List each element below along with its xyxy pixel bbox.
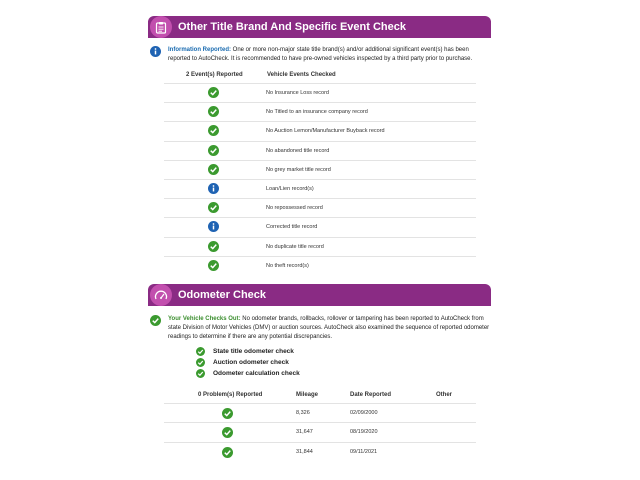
section-title: Odometer Check xyxy=(178,289,267,301)
info-lead: Information Reported: xyxy=(168,47,231,53)
event-label: No theft record(s) xyxy=(266,262,309,269)
check-icon xyxy=(150,315,161,326)
odometer-row xyxy=(164,442,476,462)
event-label: No abandoned title record xyxy=(266,147,330,154)
event-row xyxy=(164,121,476,141)
event-label: Loan/Lien record(s) xyxy=(266,186,314,192)
section-title: Other Title Brand And Specific Event Check xyxy=(178,21,406,33)
event-row xyxy=(164,102,476,122)
information-reported-note xyxy=(150,46,490,66)
event-row xyxy=(164,141,476,161)
col-events-reported: 2 Event(s) Reported xyxy=(186,72,243,78)
col-mileage: Mileage xyxy=(296,392,319,398)
vehicle-checks-out-note xyxy=(150,315,490,342)
col-date-reported: Date Reported xyxy=(350,392,392,398)
check-icon xyxy=(196,358,205,367)
check-icon xyxy=(222,408,233,419)
event-label: No repossessed record xyxy=(266,205,323,212)
mileage-value: 31,647 xyxy=(296,429,313,436)
info-icon xyxy=(208,221,219,232)
speedometer-icon xyxy=(150,284,172,306)
mileage-value: 31,844 xyxy=(296,448,313,455)
event-label: No grey market title record xyxy=(266,166,331,173)
check-icon xyxy=(208,87,219,98)
check-icon xyxy=(208,260,219,271)
odometer-check-label: State title odometer check xyxy=(213,348,294,355)
ok-lead: Your Vehicle Checks Out: xyxy=(168,316,241,322)
clipboard-icon xyxy=(150,16,172,38)
info-icon xyxy=(150,46,161,57)
check-icon xyxy=(196,347,205,356)
event-row xyxy=(164,237,476,257)
ok-text: No odometer brands, rollbacks, rollover or tampering has been reported to AutoCheck from state Division of Motor Vehicles (DMV) or auction sources. AutoCheck also examined the sequence of reported odometer readings to determine if there are any potential discrepancies. xyxy=(168,316,490,340)
check-icon xyxy=(208,106,219,117)
event-label: No Auction Lemon/Manufacturer Buyback record xyxy=(266,128,385,135)
check-icon xyxy=(222,427,233,438)
odometer-row xyxy=(164,422,476,442)
check-icon xyxy=(208,164,219,175)
check-icon xyxy=(222,447,233,458)
info-text: One or more non-major state title brand(s) and/or additional significant event(s) has been reported to AutoCheck. It is recommended to have pre-owned vehicles inspected by a third party prior to purchase. xyxy=(168,47,473,62)
event-row xyxy=(164,179,476,199)
event-label: No Titled to an insurance company record xyxy=(266,109,368,116)
col-other: Other xyxy=(436,392,453,398)
odometer-check-label: Auction odometer check xyxy=(213,359,289,366)
odometer-check-label: Odometer calculation check xyxy=(213,370,300,377)
date-reported-value: 08/19/2020 xyxy=(350,429,378,436)
odometer-header xyxy=(148,284,491,306)
event-row xyxy=(164,83,476,103)
event-row xyxy=(164,198,476,218)
event-label: No Insurance Loss record xyxy=(266,90,329,96)
title-check-header xyxy=(148,16,491,38)
event-label: Corrected title record xyxy=(266,224,318,231)
check-icon xyxy=(208,202,219,213)
check-icon xyxy=(208,125,219,136)
info-icon xyxy=(208,183,219,194)
col-events-checked: Vehicle Events Checked xyxy=(267,72,336,78)
odometer-row xyxy=(164,403,476,423)
event-row xyxy=(164,256,476,276)
event-label: No duplicate title record xyxy=(266,243,324,250)
check-icon xyxy=(196,369,205,378)
check-icon xyxy=(208,241,219,252)
mileage-value: 8,326 xyxy=(296,410,310,416)
date-reported-value: 02/09/2000 xyxy=(350,410,378,416)
date-reported-value: 09/11/2021 xyxy=(350,448,378,455)
col-problems-reported: 0 Problem(s) Reported xyxy=(198,392,263,398)
event-row xyxy=(164,160,476,180)
event-row xyxy=(164,217,476,237)
check-icon xyxy=(208,145,219,156)
